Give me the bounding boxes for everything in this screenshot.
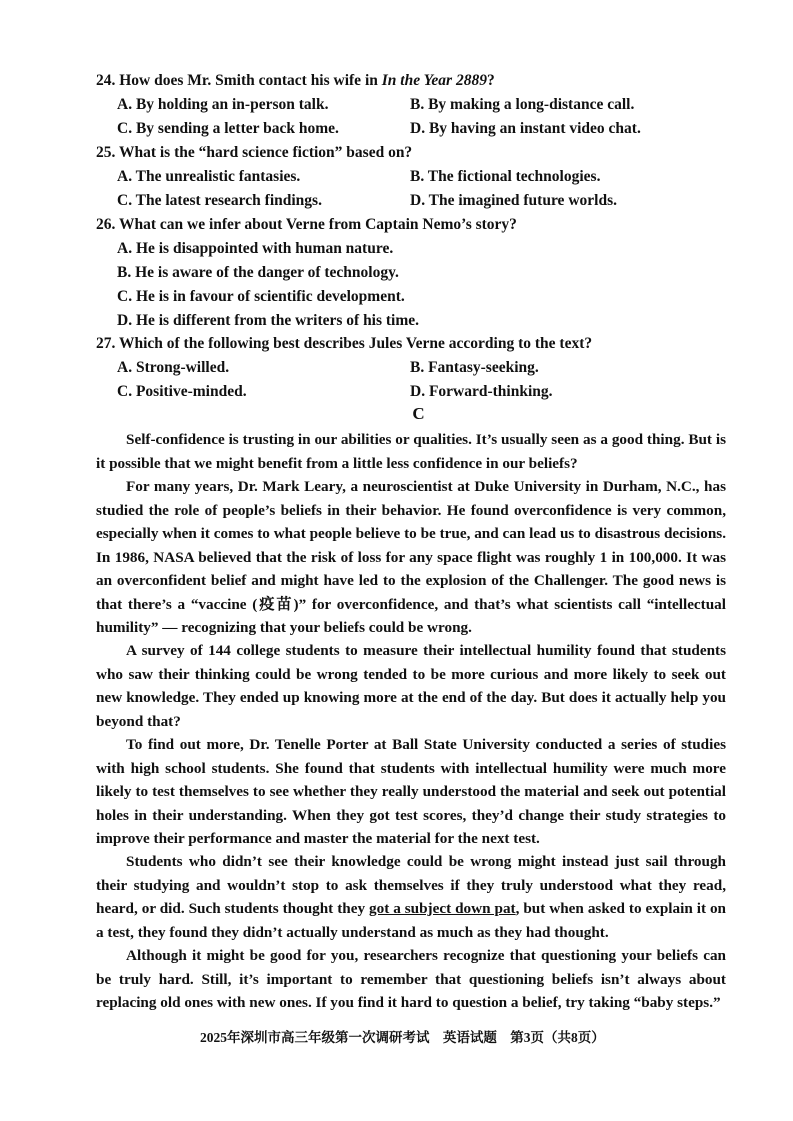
question-27-option-b: B. Fantasy-seeking.	[410, 359, 539, 376]
question-24-text: 24. How does Mr. Smith contact his wife in	[96, 72, 382, 89]
question-26-option-d: D. He is different from the writers of his time.	[117, 312, 420, 329]
question-24-mark: ?	[486, 72, 495, 89]
paragraph-5-text-start: Students who didn’t see their knowledge could be wrong might instead just sail through their studying and wouldn’t stop to ask themselves if they truly understood what they read, heard, or did. Such students thought they	[96, 853, 726, 917]
question-24-title: In the Year 2889	[381, 72, 487, 89]
paragraph-5-text-end: , but when asked to explain it on a test, they found they didn’t actually understand as much as they had thought.	[96, 900, 726, 941]
question-24-stem	[96, 72, 495, 90]
passage-paragraph-6: Although it might be good for you, researchers recognize that questioning your beliefs can be truly hard. Still, it’s important to remember that questioning beliefs isn’t always about replacing old ones with new ones. If you find it hard to question a belief, try taking “baby steps.”	[96, 947, 726, 1011]
question-24-option-a: A. By holding an in-person talk.	[117, 96, 329, 113]
underlined-phrase: got a subject down pat	[369, 900, 516, 917]
question-24-option-c: C. By sending a letter back home.	[117, 120, 339, 137]
question-26-option-c: C. He is in favour of scientific development.	[117, 288, 405, 305]
footer-page-number: 第3页（共8页）	[510, 1030, 605, 1045]
question-27-option-a: A. Strong-willed.	[117, 359, 230, 376]
question-27-option-c: C. Positive-minded.	[117, 383, 247, 400]
question-26-stem: 26. What can we infer about Verne from Captain Nemo’s story?	[96, 216, 517, 233]
question-24-option-d: D. By having an instant video chat.	[410, 120, 641, 137]
passage-paragraph-5	[96, 850, 726, 944]
question-25-option-a: A. The unrealistic fantasies.	[117, 168, 301, 185]
passage-paragraph-1: Self-confidence is trusting in our abilities or qualities. It’s usually seen as a good thing. But is it possible that we might benefit from a little less confidence in our beliefs?	[96, 431, 726, 472]
question-24-option-b: B. By making a long-distance call.	[410, 96, 635, 113]
footer-exam-title: 2025年深圳市高三年级第一次调研考试	[200, 1030, 430, 1045]
question-26-option-b: B. He is aware of the danger of technology.	[117, 264, 399, 281]
question-26-option-a: A. He is disappointed with human nature.	[117, 240, 394, 257]
question-25-option-d: D. The imagined future worlds.	[410, 192, 617, 209]
footer-subject: 英语试题	[442, 1030, 497, 1045]
question-27-option-d: D. Forward-thinking.	[410, 383, 553, 400]
page-footer	[200, 1026, 615, 1046]
passage-paragraph-4: To find out more, Dr. Tenelle Porter at Ball State University conducted a series of studies with high school students. She found that students with intellectual humility were much more likely to test themselves to see whether they really understood the material and seek out potential holes in their understanding. When they got test scores, they’d change their study strategies to improve their performance and master the material for the next test.	[96, 736, 726, 847]
question-25-option-c: C. The latest research findings.	[117, 192, 322, 209]
question-25-stem: 25. What is the “hard science fiction” based on?	[96, 144, 413, 161]
passage-paragraph-2: For many years, Dr. Mark Leary, a neuroscientist at Duke University in Durham, N.C., has studied the role of people’s beliefs in their behavior. He found overconfidence is very common, especially when it comes to what people believe to be true, and can lead us to disastrous decisions. In 1986, NASA believed that the risk of loss for any space flight was roughly 1 in 100,000. It was an overconfident belief and might have led to the explosion of the Challenger. The good news is that there’s a “vaccine (疫苗)” for overconfidence, and that’s what scientists call “intellectual humility” — recognizing that your beliefs could be wrong.	[96, 478, 726, 636]
section-label: C	[412, 404, 425, 423]
question-27-stem: 27. Which of the following best describes Jules Verne according to the text?	[96, 335, 593, 352]
passage-paragraph-3: A survey of 144 college students to measure their intellectual humility found that students who saw their thinking could be wrong tended to be more curious and more likely to seek out new knowledge. They ended up knowing more at the end of the day. But does it actually help you beyond that?	[96, 642, 726, 730]
question-25-option-b: B. The fictional technologies.	[410, 168, 601, 185]
